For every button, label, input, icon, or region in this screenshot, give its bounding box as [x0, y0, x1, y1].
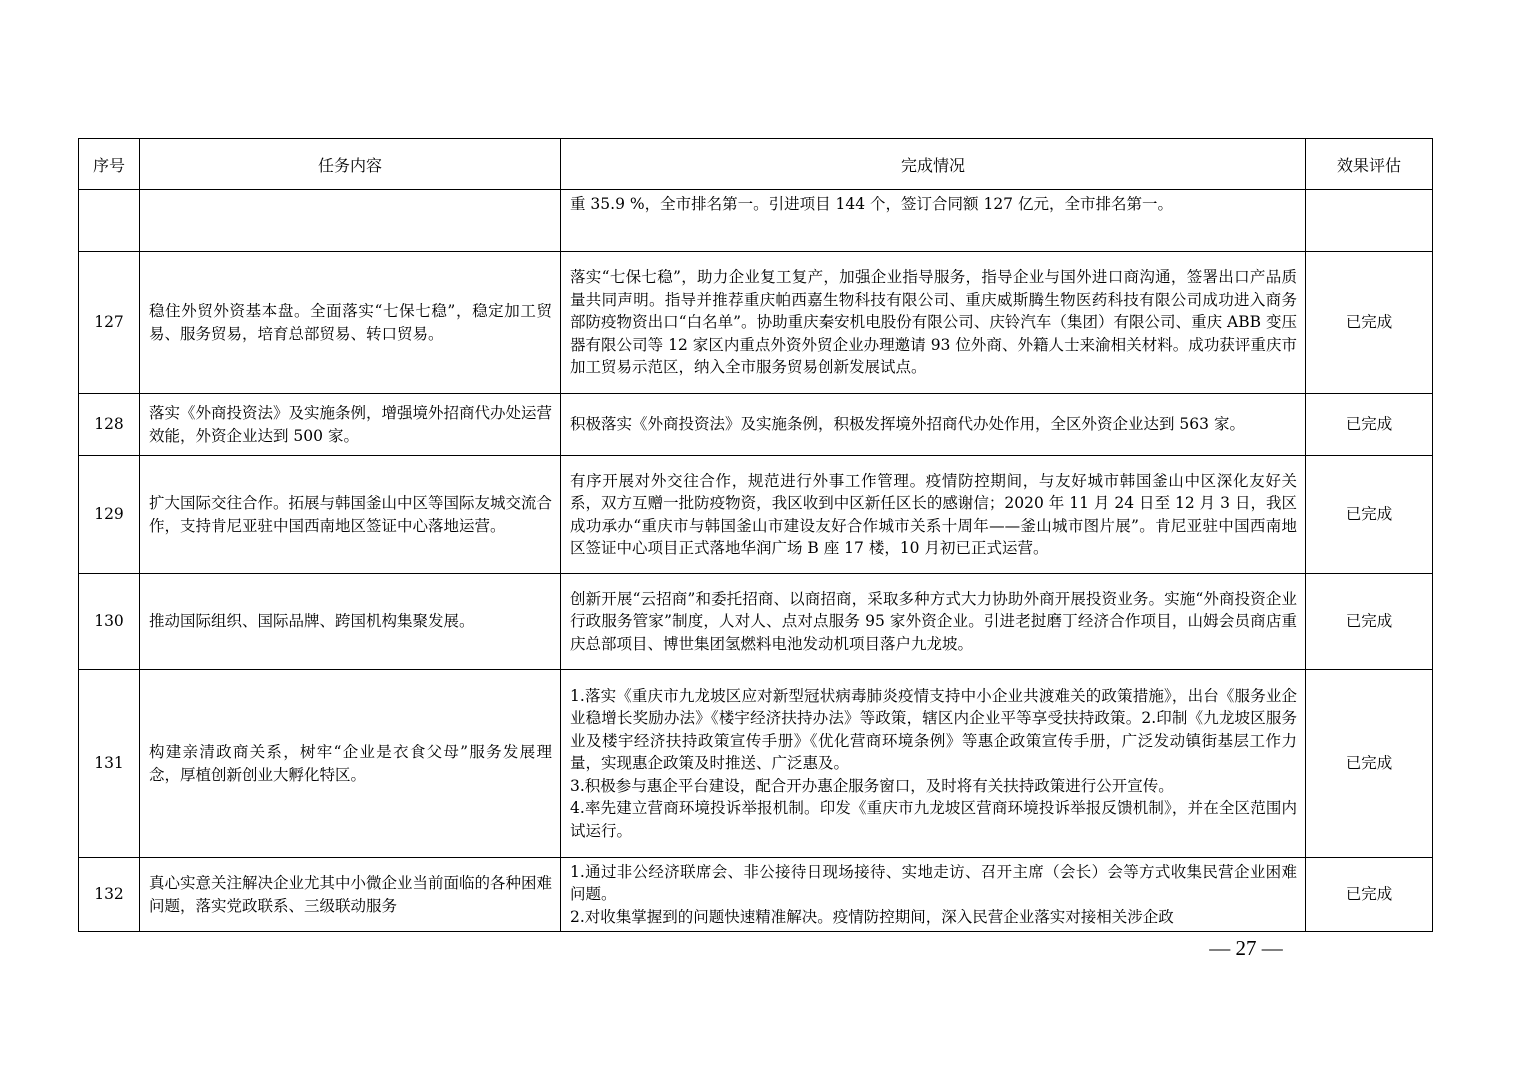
table-row [79, 190, 1433, 252]
row-number: 131 [79, 670, 140, 858]
row-number: 132 [79, 858, 140, 932]
task-table [78, 138, 1433, 932]
detail-paragraph: 2.对收集掌握到的问题快速精准解决。疫情防控期间，深入民营企业落实对接相关涉企政 [570, 907, 1174, 926]
row-number: 129 [79, 456, 140, 574]
task-content: 落实《外商投资法》及实施条例，增强境外招商代办处运营效能，外资企业达到 500 家。 [140, 394, 561, 456]
detail-paragraph: 3.积极参与惠企平台建设，配合开办惠企服务窗口，及时将有关扶持政策进行公开宣传。 [570, 776, 1174, 795]
completion-detail [561, 574, 1306, 670]
evaluation: 已完成 [1306, 670, 1433, 858]
row-number: 130 [79, 574, 140, 670]
completion-detail [561, 670, 1306, 858]
row-number: 127 [79, 252, 140, 394]
detail-paragraph: 创新开展“云招商”和委托招商、以商招商，采取多种方式大力协助外商开展投资业务。实施“外商投资企业行政服务管家”制度，人对人、点对点服务 95 家外资企业。引进老挝磨丁经济合作项目，山姆会员商店重庆总部项目、博世集团氢燃料电池发动机项目落户九龙坡。 [570, 589, 1297, 653]
task-content [140, 190, 561, 252]
detail-paragraph: 落实“七保七稳”，助力企业复工复产，加强企业指导服务，指导企业与国外进口商沟通，签署出口产品质量共同声明。指导并推荐重庆帕西嘉生物科技有限公司、重庆威斯腾生物医药科技有限公司成功进入商务部防疫物资出口“白名单”。协助重庆秦安机电股份有限公司、庆铃汽车（集团）有限公司、重庆 ABB 变压器有限公司等 12 家区内重点外资外贸企业办理邀请 93 位外商、外籍人士来渝相关材料。成功获评重庆市加工贸易示范区，纳入全市服务贸易创新发展试点。 [570, 268, 1297, 377]
detail-paragraph: 1.落实《重庆市九龙坡区应对新型冠状病毒肺炎疫情支持中小企业共渡难关的政策措施》，出台《服务业企业稳增长奖励办法》《楼宇经济扶持办法》等政策，辖区内企业平等享受扶持政策。2.印制《九龙坡区服务业及楼宇经济扶持政策宣传手册》《优化营商环境条例》等惠企政策宣传手册，广泛发动镇街基层工作力量，实现惠企政策及时推送、广泛惠及。 [570, 687, 1297, 773]
page-number: — 27 — [1209, 936, 1283, 960]
completion-detail [561, 190, 1306, 252]
row-number [79, 190, 140, 252]
completion-detail [561, 456, 1306, 574]
evaluation: 已完成 [1306, 456, 1433, 574]
task-content: 扩大国际交往合作。拓展与韩国釜山中区等国际友城交流合作，支持肯尼亚驻中国西南地区签证中心落地运营。 [140, 456, 561, 574]
header-effect-evaluation: 效果评估 [1306, 139, 1433, 190]
evaluation: 已完成 [1306, 574, 1433, 670]
table-row [79, 574, 1433, 670]
detail-paragraph: 1.通过非公经济联席会、非公接待日现场接待、实地走访、召开主席（会长）会等方式收集民营企业困难问题。 [570, 863, 1297, 904]
task-content: 真心实意关注解决企业尤其中小微企业当前面临的各种困难问题，落实党政联系、三级联动服务 [140, 858, 561, 932]
table-row [79, 858, 1433, 932]
evaluation: 已完成 [1306, 252, 1433, 394]
task-content: 构建亲清政商关系，树牢“企业是衣食父母”服务发展理念，厚植创新创业大孵化特区。 [140, 670, 561, 858]
detail-paragraph: 重 35.9 %，全市排名第一。引进项目 144 个，签订合同额 127 亿元，全市排名第一。 [570, 195, 1173, 213]
evaluation: 已完成 [1306, 858, 1433, 932]
table-header-row [79, 139, 1433, 190]
row-number: 128 [79, 394, 140, 456]
detail-paragraph: 积极落实《外商投资法》及实施条例，积极发挥境外招商代办处作用，全区外资企业达到 563 家。 [570, 415, 1245, 434]
header-task-content: 任务内容 [140, 139, 561, 190]
task-content: 稳住外贸外资基本盘。全面落实“七保七稳”，稳定加工贸易、服务贸易，培育总部贸易、转口贸易。 [140, 252, 561, 394]
evaluation: 已完成 [1306, 394, 1433, 456]
table-row [79, 456, 1433, 574]
completion-detail [561, 858, 1306, 932]
detail-paragraph: 有序开展对外交往合作，规范进行外事工作管理。疫情防控期间，与友好城市韩国釜山中区深化友好关系，双方互赠一批防疫物资，我区收到中区新任区长的感谢信；2020 年 11 月 24 日至 12 月 3 日，我区成功承办“重庆市与韩国釜山市建设友好合作城市关系十周年——釜山城市图片展”。肯尼亚驻中国西南地区签证中心项目正式落地华润广场 B 座 17 楼，10 月初已正式运营。 [570, 471, 1297, 557]
table-row [79, 252, 1433, 394]
table-row [79, 670, 1433, 858]
evaluation [1306, 190, 1433, 252]
header-serial: 序号 [79, 139, 140, 190]
completion-detail [561, 252, 1306, 394]
document-table-container [78, 138, 1432, 932]
completion-detail [561, 394, 1306, 456]
table-row [79, 394, 1433, 456]
detail-paragraph: 4.率先建立营商环境投诉举报机制。印发《重庆市九龙坡区营商环境投诉举报反馈机制》，并在全区范围内试运行。 [570, 799, 1297, 840]
header-completion-status: 完成情况 [561, 139, 1306, 190]
task-content: 推动国际组织、国际品牌、跨国机构集聚发展。 [140, 574, 561, 670]
